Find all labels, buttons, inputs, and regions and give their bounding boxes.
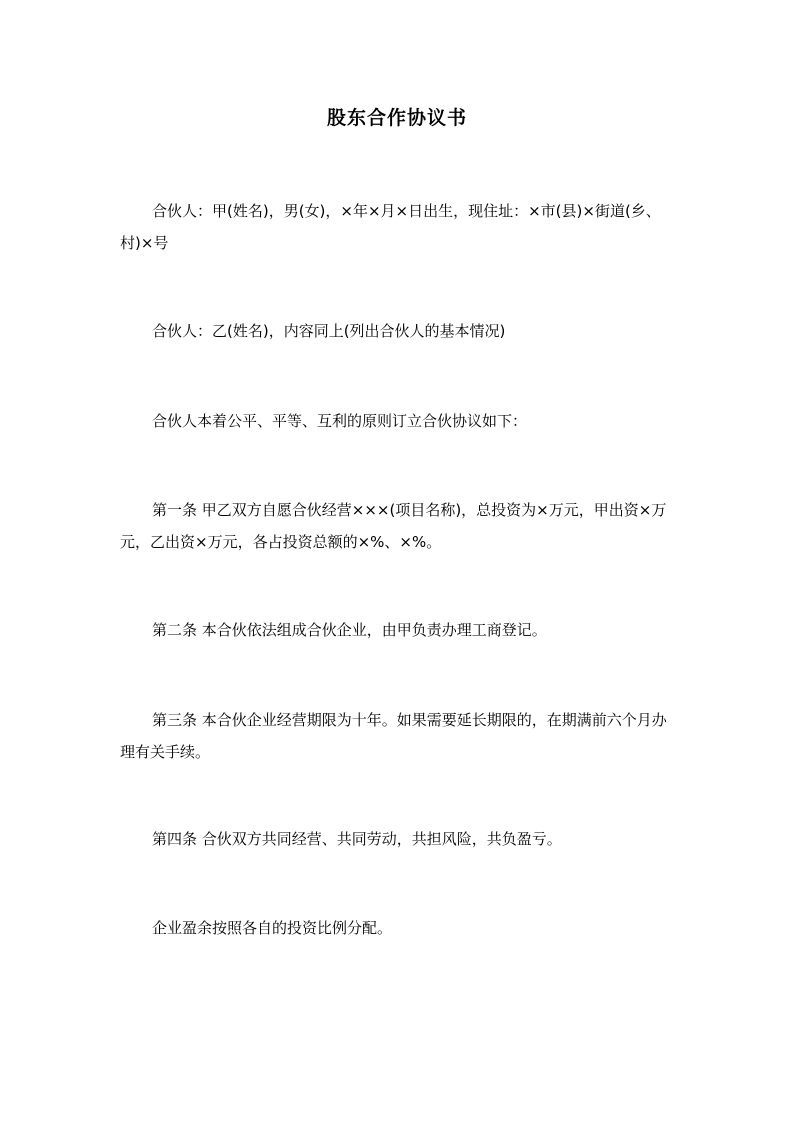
paragraph-partner-b: 合伙人：乙(姓名)，内容同上(列出合伙人的基本情况) <box>152 322 506 340</box>
paragraph-article-2: 第二条 本合伙依法组成合伙企业，由甲负责办理工商登记。 <box>152 621 547 639</box>
paragraph-article-3: 第三条 本合伙企业经营期限为十年。如果需要延长期限的，在期满前六个月办理有关手续。 <box>120 711 667 761</box>
document-title: 股东合作协议书 <box>326 107 467 129</box>
paragraph-intro: 合伙人本着公平、平等、互利的原则订立合伙协议如下： <box>152 412 528 430</box>
paragraph-article-4: 第四条 合伙双方共同经营、共同劳动，共担风险，共负盈亏。 <box>152 830 562 848</box>
paragraph-profit-distribution: 企业盈余按照各自的投资比例分配。 <box>152 919 393 937</box>
paragraph-article-1: 第一条 甲乙双方自愿合伙经营×××(项目名称)，总投资为×万元，甲出资×万元，乙出资×万元，各占投资总额的×%、×%。 <box>120 501 667 551</box>
paragraph-partner-a: 合伙人：甲(姓名)，男(女)，×年×月×日出生，现住址：×市(县)×街道(乡、村)×号 <box>120 202 661 252</box>
